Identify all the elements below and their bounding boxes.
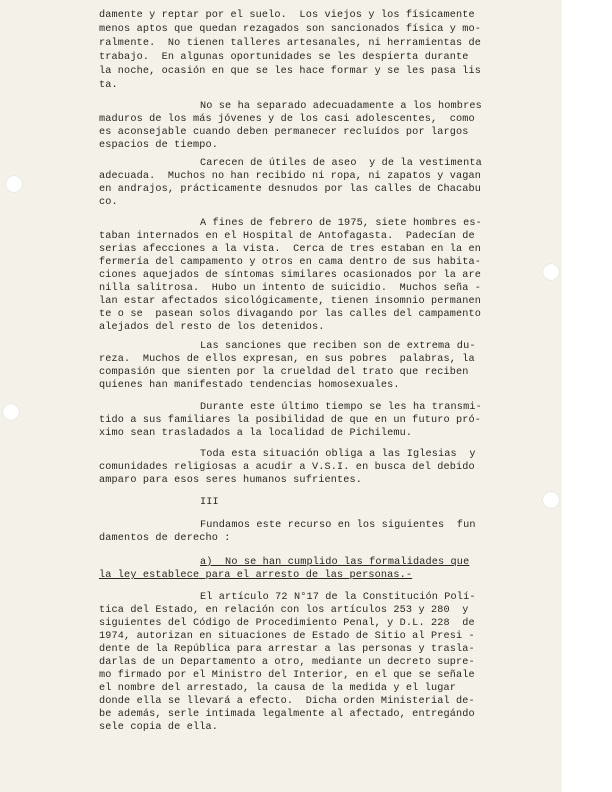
text-line: en andrajos, prácticamente desnudos por las calles de Chacabu (99, 184, 482, 195)
text-line: 1974, autorizan en situaciones de Estado de Sitio al Presi - (99, 631, 475, 642)
text-line: darlas de un Departamento a otro, mediante un decreto supre- (99, 657, 475, 668)
text-line: ralmente. No tienen talleres artesanales, ni herramientas de (99, 38, 482, 49)
text-line: maduros de los más jóvenes y de los casi adolescentes, como (99, 114, 475, 125)
text-line: Las sanciones que reciben son de extrema du- (200, 341, 476, 352)
text-line: dente de la República para arrestar a las personas y trasla- (99, 644, 475, 655)
text-line: la noche, ocasión en que se les hace formar y se les pasa lis (99, 66, 482, 77)
text-line: mo firmado por el Ministro del Interior, en el que se señale (99, 670, 475, 681)
text-line: No se ha separado adecuadamente a los hombres (200, 101, 482, 112)
subsection-heading: a) No se han cumplido las formalidades que (200, 557, 470, 568)
text-line: alejados del resto de los detenidos. (99, 322, 325, 333)
text-line: quienes han manifestado tendencias homosexuales. (99, 380, 400, 391)
text-line: co. (99, 197, 118, 208)
text-line: adecuada. Muchos no han recibido ni ropa, ni zapatos y vagan (99, 171, 482, 182)
text-line: El artículo 72 N°17 de la Constitución Polí- (200, 592, 476, 603)
text-line: es aconsejable cuando deben permanecer recluídos por largos (99, 127, 469, 138)
text-line: donde ella se llevará a efecto. Dicha orden Ministerial de- (99, 696, 475, 707)
text-line: A fines de febrero de 1975, siete hombres es- (200, 218, 482, 229)
text-line: siguientes del Código de Procedimiento Penal, y D.L. 228 de (99, 618, 475, 629)
text-line: comunidades religiosas a acudir a V.S.I. en busca del debido (99, 462, 475, 473)
text-line: Toda esta situación obliga a las Iglesias y (200, 449, 476, 460)
text-line: taban internados en el Hospital de Antofagasta. Padecían de (99, 231, 475, 242)
text-line: el nombre del arrestado, la causa de la medida y el lugar (99, 683, 457, 694)
text-line: damente y reptar por el suelo. Los viejos y los físicamente (99, 10, 475, 21)
text-line: tica del Estado, en relación con los artículos 253 y 280 y (99, 605, 469, 616)
text-line: ta. (99, 80, 118, 91)
text-line: te o se pasean solos divagando por las calles del campamento (99, 309, 482, 320)
text-line: reza. Muchos de ellos expresan, en sus pobres palabras, la (99, 354, 475, 365)
subsection-heading: la ley establece para el arresto de las personas.- (99, 570, 413, 581)
text-line: serias afecciones a la vista. Cerca de tres estaban en la en (99, 244, 482, 255)
text-line: amparo para esos seres humanos sufrientes. (99, 475, 363, 486)
text-line: ximo sean trasladados a la localidad de Pichilemu. (99, 428, 413, 439)
text-line: tido a sus familiares la posibilidad de que en un futuro pró- (99, 415, 482, 426)
text-line: Fundamos este recurso en los siguientes fun (200, 520, 476, 531)
text-line: sele copia de ella. (99, 722, 219, 733)
text-line: ciones aquejados de síntomas similares ocasionados por la are (99, 270, 482, 281)
text-line: espacios de tiempo. (99, 140, 219, 151)
text-line: be además, serle intimada legalmente al afectado, entregándo (99, 709, 475, 720)
text-line: compasión que sienten por la crueldad del trato que reciben (99, 367, 469, 378)
text-line: damentos de derecho : (99, 533, 231, 544)
text-line: lan estar afectados sicológicamente, tienen insomnio permanen (99, 296, 482, 307)
section-heading: III (200, 497, 219, 508)
text-line: nilla salitrosa. Hubo un intento de suicidio. Muchos seña - (99, 283, 482, 294)
text-line: fermería del campamento y otros en cama dentro de sus habita- (99, 257, 482, 268)
text-line: menos aptos que quedan rezagados son sancionados física y mo- (99, 24, 482, 35)
text-line: trabajo. En algunas oportunidades se les despierta durante (99, 52, 469, 63)
scan-margin (562, 0, 612, 792)
text-line: Durante este último tiempo se les ha transmi- (200, 402, 482, 413)
text-line: Carecen de útiles de aseo y de la vestimenta (200, 158, 482, 169)
